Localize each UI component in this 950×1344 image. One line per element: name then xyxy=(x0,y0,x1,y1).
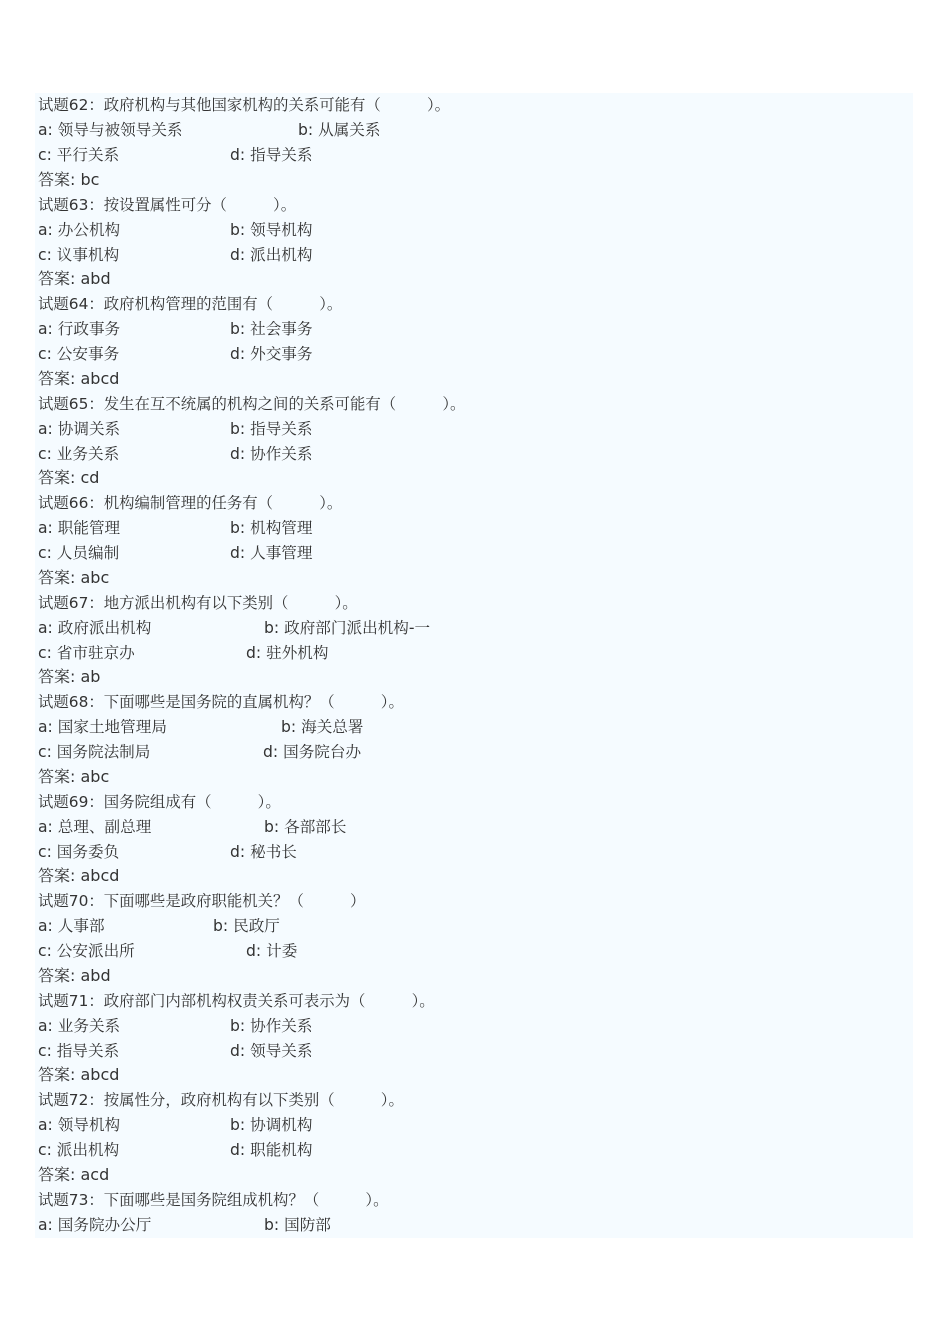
answer-text: 答案: abcd xyxy=(38,369,120,388)
question-text: 试题67：地方派出机构有以下类别（ ）。 xyxy=(38,594,358,612)
question-list xyxy=(35,93,913,1238)
answer-text: 答案: ab xyxy=(38,667,101,686)
option-d: d: 人事管理 xyxy=(230,544,313,562)
option-c: c: 国务院法制局 xyxy=(38,743,151,761)
option-b: b: 协作关系 xyxy=(230,1017,313,1035)
option-c: c: 人员编制 xyxy=(38,544,120,562)
option-d: d: 派出机构 xyxy=(230,246,313,264)
option-a: a: 领导与被领导关系 xyxy=(38,121,183,139)
option-d: d: 领导关系 xyxy=(230,1042,313,1060)
option-d: d: 职能机构 xyxy=(230,1141,313,1159)
option-c: c: 派出机构 xyxy=(38,1141,120,1159)
option-d: d: 指导关系 xyxy=(230,146,313,164)
answer-text: 答案: cd xyxy=(38,468,100,487)
answer-text: 答案: abcd xyxy=(38,866,120,885)
option-b: b: 政府部门派出机构-一 xyxy=(264,619,431,637)
option-a: a: 国务院办公厅 xyxy=(38,1216,152,1234)
option-d: d: 驻外机构 xyxy=(246,644,329,662)
option-b: b: 指导关系 xyxy=(230,420,313,438)
option-a: a: 人事部 xyxy=(38,917,105,935)
option-b: b: 机构管理 xyxy=(230,519,313,537)
option-c: c: 平行关系 xyxy=(38,146,120,164)
answer-text: 答案: abd xyxy=(38,269,111,288)
option-b: b: 从属关系 xyxy=(298,121,381,139)
option-c: c: 省市驻京办 xyxy=(38,644,135,662)
question-text: 试题62：政府机构与其他国家机构的关系可能有（ ）。 xyxy=(38,96,451,114)
answer-text: 答案: abc xyxy=(38,568,110,587)
option-b: b: 各部部长 xyxy=(264,818,347,836)
option-a: a: 政府派出机构 xyxy=(38,619,152,637)
question-text: 试题64：政府机构管理的范围有（ ）。 xyxy=(38,295,343,313)
option-d: d: 协作关系 xyxy=(230,445,313,463)
question-text: 试题68：下面哪些是国务院的直属机构？（ ）。 xyxy=(38,693,404,711)
option-b: b: 海关总署 xyxy=(281,718,364,736)
option-d: d: 计委 xyxy=(246,942,298,960)
option-a: a: 行政事务 xyxy=(38,320,121,338)
question-text: 试题73：下面哪些是国务院组成机构？（ ）。 xyxy=(38,1191,389,1209)
option-a: a: 总理、副总理 xyxy=(38,818,152,836)
question-text: 试题63：按设置属性可分（ ）。 xyxy=(38,196,297,214)
option-d: d: 外交事务 xyxy=(230,345,313,363)
option-a: a: 领导机构 xyxy=(38,1116,121,1134)
answer-text: 答案: bc xyxy=(38,170,100,189)
question-text: 试题71：政府部门内部机构权责关系可表示为（ ）。 xyxy=(38,992,435,1010)
option-b: b: 领导机构 xyxy=(230,221,313,239)
option-a: a: 国家土地管理局 xyxy=(38,718,167,736)
option-c: c: 公安派出所 xyxy=(38,942,135,960)
answer-text: 答案: acd xyxy=(38,1165,110,1184)
option-c: c: 公安事务 xyxy=(38,345,120,363)
option-b: b: 民政厅 xyxy=(213,917,280,935)
option-c: c: 国务委负 xyxy=(38,843,120,861)
question-text: 试题69：国务院组成有（ ）。 xyxy=(38,793,281,811)
answer-text: 答案: abc xyxy=(38,767,110,786)
option-d: d: 秘书长 xyxy=(230,843,297,861)
question-text: 试题66：机构编制管理的任务有（ ）。 xyxy=(38,494,343,512)
question-text: 试题72：按属性分，政府机构有以下类别（ ）。 xyxy=(38,1091,404,1109)
option-b: b: 社会事务 xyxy=(230,320,313,338)
question-text: 试题70：下面哪些是政府职能机关？（ ） xyxy=(38,892,366,910)
option-d: d: 国务院台办 xyxy=(263,743,362,761)
answer-text: 答案: abd xyxy=(38,966,111,985)
answer-text: 答案: abcd xyxy=(38,1065,120,1084)
option-b: b: 协调机构 xyxy=(230,1116,313,1134)
option-b: b: 国防部 xyxy=(264,1216,331,1234)
option-a: a: 业务关系 xyxy=(38,1017,121,1035)
option-c: c: 指导关系 xyxy=(38,1042,120,1060)
option-a: a: 协调关系 xyxy=(38,420,121,438)
question-text: 试题65：发生在互不统属的机构之间的关系可能有（ ）。 xyxy=(38,395,466,413)
option-c: c: 议事机构 xyxy=(38,246,120,264)
option-a: a: 办公机构 xyxy=(38,221,121,239)
option-a: a: 职能管理 xyxy=(38,519,121,537)
option-c: c: 业务关系 xyxy=(38,445,120,463)
